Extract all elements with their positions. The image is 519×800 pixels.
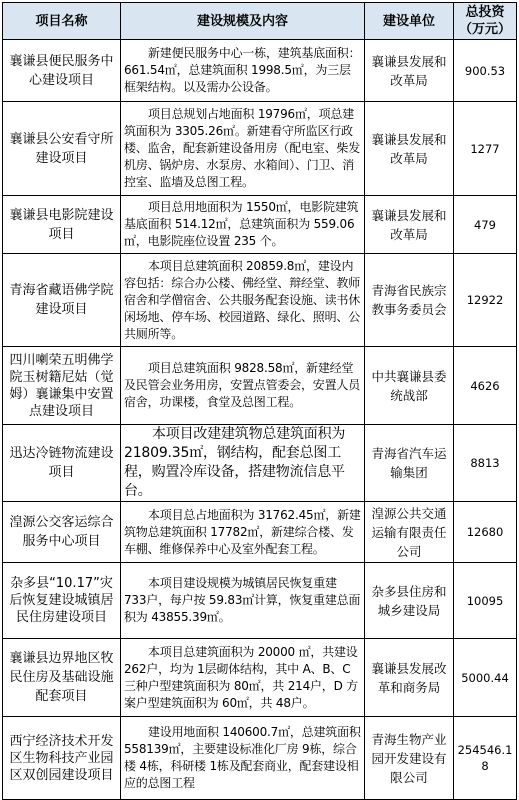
project-unit: 青海省民族宗教事务委员会 <box>365 254 454 347</box>
table-row <box>3 639 517 717</box>
project-content: 本项目建设规模为城镇居民恢复重建 733户，每户按 59.83㎡计算，恢复重建总面积为 43855.39㎡。 <box>121 563 365 639</box>
table-row <box>3 717 517 800</box>
project-unit: 襄谦县发展和改革局 <box>365 196 454 254</box>
project-name: 襄谦县公安看守所建设项目 <box>3 102 121 196</box>
project-investment: 254546.18 <box>454 717 517 800</box>
project-unit: 青海省汽车运输集团 <box>365 425 454 502</box>
project-unit: 襄谦县发展改革和商务局 <box>365 639 454 717</box>
project-content: 建设用地面积 140600.7㎡，总建筑面积 558139㎡，主要建设标准化厂房 9栋，综合楼 4栋，科研楼 1栋及配套商业，配套建设相应的总图工程 <box>121 717 365 800</box>
project-content: 本项目总建筑面积为 20000 ㎡，共建设 262户，均为 1层砌体结构，其中 A、B、C 三种户型建筑面积为 80㎡，共 214户，D 方案户型建筑面积为 60㎡，共 48户。 <box>121 639 365 717</box>
project-investment: 8813 <box>454 425 517 502</box>
project-unit: 湟源公共交通运输有限责任公司 <box>365 502 454 563</box>
header-construction-unit: 建设单位 <box>365 3 454 40</box>
project-investment: 12680 <box>454 502 517 563</box>
project-name: 四川喇荣五明佛学院玉树籍尼姑（觉姆）襄谦集中安置点建设项目 <box>3 347 121 425</box>
header-project-name: 项目名称 <box>3 3 121 40</box>
project-unit: 青海生物产业园开发建设有限公司 <box>365 717 454 800</box>
project-investment: 10095 <box>454 563 517 639</box>
project-investment: 5000.44 <box>454 639 517 717</box>
project-content: 项目总建筑面积 9828.58㎡，新建经堂及民管会业务用房，安置点管委会，安置人员宿舍，功课楼，食堂及总图工程。 <box>121 347 365 425</box>
project-table-sheet <box>2 2 517 800</box>
project-investment: 900.53 <box>454 40 517 102</box>
project-content: 本项目改建建筑物总建筑面积为 21809.35㎡，钢结构，配套总图工程，购置冷库设备，搭建物流信息平台。 <box>121 425 365 502</box>
project-investment: 479 <box>454 196 517 254</box>
project-content: 项目总用地面积为 1550㎡，电影院建筑基底面积 514.12㎡，总建筑面积为 559.06㎡，电影院座位设置 235 个。 <box>121 196 365 254</box>
table-row <box>3 425 517 502</box>
project-name: 襄谦县便民服务中心建设项目 <box>3 40 121 102</box>
table-row <box>3 40 517 102</box>
project-content: 项目总规划占地面积 19796㎡，项总建筑面积为 3305.26㎡。新建看守所监区行政楼、监舍，配套新建设备用房（配电室、柴发机房、锅炉房、水泵房、水箱间）、门卫、消控室、监墙及总图工程。 <box>121 102 365 196</box>
project-content: 本项目总占地面积为 31762.45㎡，新建筑物总建筑面积 17782㎡，新建综合楼、发车棚、维修保养中心及室外配套工程。 <box>121 502 365 563</box>
project-name: 迅达冷链物流建设项目 <box>3 425 121 502</box>
project-unit: 襄谦县发展和改革局 <box>365 40 454 102</box>
table-row <box>3 563 517 639</box>
project-unit: 中共襄谦县委统战部 <box>365 347 454 425</box>
project-name: 湟源公交客运综合服务中心项目 <box>3 502 121 563</box>
project-investment: 1277 <box>454 102 517 196</box>
table-row <box>3 102 517 196</box>
project-name: 杂多县“10.17”灾后恢复建设城镇居民住房建设项目 <box>3 563 121 639</box>
table-row <box>3 196 517 254</box>
project-investment: 12922 <box>454 254 517 347</box>
project-content: 本项目总建筑面积 20859.8㎡，建设内容包括：综合办公楼、佛经堂、辩经堂、教师宿舍和学僧宿舍、公共服务配套设施、读书休闲场地、停车场、校园道路、绿化、照明、公共厕所等。 <box>121 254 365 347</box>
header-total-investment: 总投资 （万元） <box>454 3 517 40</box>
header-construction-content: 建设规模及内容 <box>121 3 365 40</box>
table-row <box>3 254 517 347</box>
table-row <box>3 502 517 563</box>
project-content: 新建便民服务中心一栋，建筑基底面积：661.54㎡，总建筑面积 1998.5㎡，为三层框架结构。以及需办公设备。 <box>121 40 365 102</box>
project-investment: 4626 <box>454 347 517 425</box>
project-unit: 杂多县住房和城乡建设局 <box>365 563 454 639</box>
table-header-row <box>3 3 517 40</box>
project-name: 西宁经济技术开发区生物科技产业园区双创园建设项目 <box>3 717 121 800</box>
project-name: 襄谦县边界地区牧民住房及基础设施配套项目 <box>3 639 121 717</box>
project-name: 襄谦县电影院建设项目 <box>3 196 121 254</box>
table-row <box>3 347 517 425</box>
project-table <box>2 2 517 800</box>
project-name: 青海省藏语佛学院建设项目 <box>3 254 121 347</box>
project-unit: 襄谦县发展和改革局 <box>365 102 454 196</box>
